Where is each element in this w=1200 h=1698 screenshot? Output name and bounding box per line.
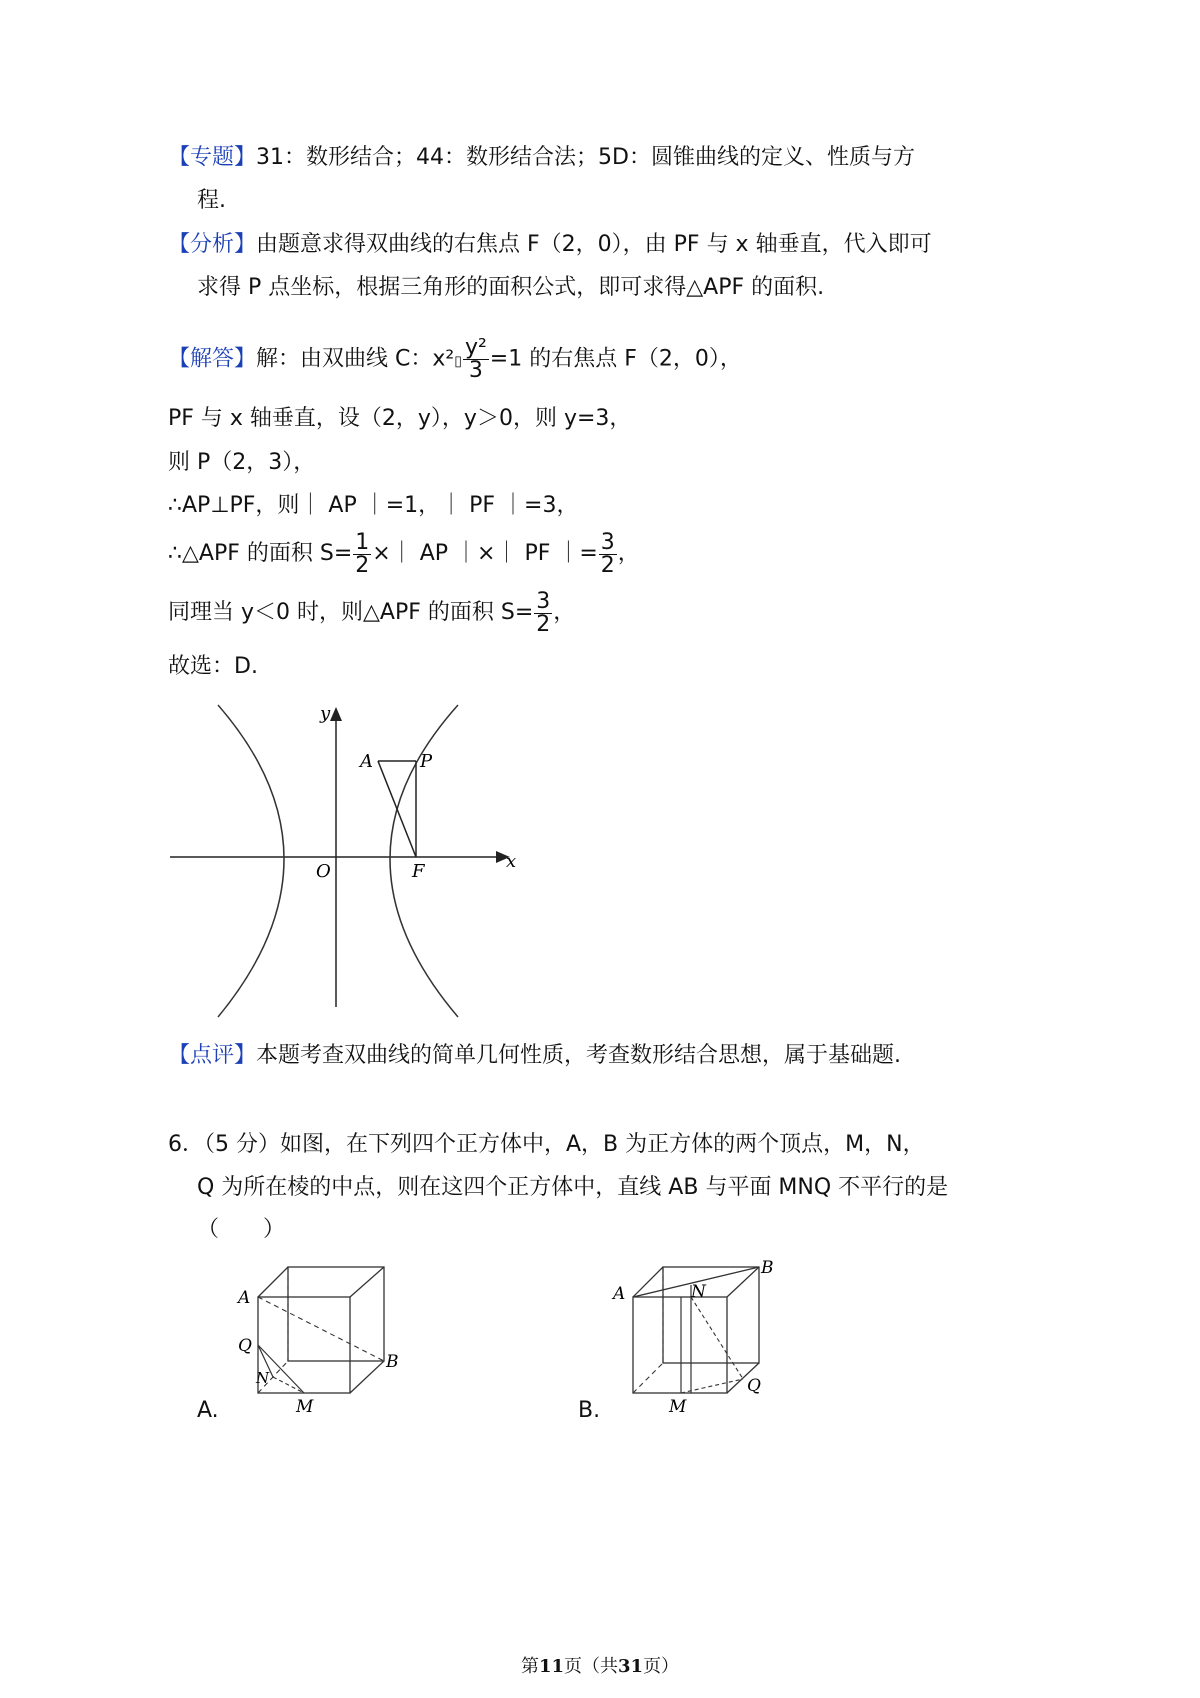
solution-tag: 【解答】 (168, 346, 257, 372)
cube-b-label-b: B (761, 1258, 774, 1278)
cube-b-edge (633, 1267, 663, 1297)
label-a: A (360, 751, 373, 772)
cube-a-edge (350, 1267, 384, 1297)
page-footer (0, 1652, 1200, 1678)
solution-line-1 (168, 337, 742, 384)
cube-b-label-n: N (691, 1282, 706, 1302)
fraction-3-over-2-b: $\frac{3}{2}$ (536, 588, 551, 637)
hyperbola-left-branch (218, 705, 284, 1017)
topic-tag: 【专题】 (168, 145, 257, 170)
option-b-label: B. (578, 1398, 601, 1423)
question6-line-3: （ ） (197, 1217, 286, 1242)
analysis-text-1: 由题意求得双曲线的右焦点 F（2，0），由 PF 与 x 轴垂直，代入即可 (256, 232, 932, 257)
cube-a-label-n: N (256, 1369, 270, 1387)
cube-b-edge (727, 1267, 759, 1297)
solution-line-6: 同理当 y＜0 时，则△APF 的面积 S= $\frac{3}{2}$ ， (168, 588, 576, 637)
solution-line-2: PF 与 x 轴垂直，设（2，y），y＞0，则 y=3， (168, 406, 632, 431)
cube-b-label-q: Q (747, 1376, 761, 1396)
solution-line-5: ∴△APF 的面积 S= $\frac{1}{2}$ ×｜ AP ｜×｜ PF ｜= $\frac{3}{2}$ ， (168, 529, 640, 578)
topic-text-1: 31：数形结合；44：数形结合法；5D：圆锥曲线的定义、性质与方 (256, 145, 915, 170)
question6-line-1: 6．（5 分）如图，在下列四个正方体中，A，B 为正方体的两个顶点，M，N， (168, 1132, 925, 1157)
label-o: O (316, 861, 331, 882)
analysis-tag: 【分析】 (168, 232, 257, 257)
topic-line-1 (168, 143, 915, 173)
comment-line (168, 1041, 901, 1071)
footer-middle: 页（共 (564, 1656, 618, 1677)
cube-b-label-a: A (613, 1284, 626, 1304)
footer-total-pages: 31 (618, 1656, 644, 1677)
footer-suffix: 页） (643, 1656, 680, 1677)
solution-text-1a: 解：由双曲线 C：x² (256, 346, 455, 372)
cube-b-back-face (663, 1267, 759, 1363)
solution-line-3: 则 P（2，3）， (168, 450, 316, 475)
label-y: y (320, 703, 331, 724)
question6-line-2: Q 为所在棱的中点，则在这四个正方体中，直线 AB 与平面 MNQ 不平行的是 (197, 1175, 949, 1200)
cube-a-label-b: B (386, 1352, 399, 1372)
cube-b-hidden-edge (633, 1363, 663, 1393)
fraction-1-over-2: $\frac{1}{2}$ (355, 529, 370, 578)
cube-a-figure (230, 1255, 410, 1420)
topic-line-2: 程. (197, 188, 226, 213)
cube-a-edge (258, 1267, 288, 1297)
cube-a-label-a: A (238, 1288, 251, 1308)
footer-prefix: 第 (520, 1656, 539, 1677)
solution-text-1b: =1 的右焦点 F（2，0）， (489, 346, 742, 372)
cube-a-label-q: Q (238, 1336, 252, 1356)
cube-b-segment-nq (691, 1297, 743, 1379)
analysis-line-2: 求得 P 点坐标，根据三角形的面积公式，即可求得△APF 的面积. (197, 275, 825, 300)
cube-a-segment-nm (273, 1377, 304, 1393)
missing-glyph: ▯ (454, 353, 462, 370)
cube-a-label-m: M (296, 1397, 314, 1417)
footer-page-number: 11 (538, 1656, 564, 1677)
label-f: F (412, 861, 425, 882)
analysis-line-1 (168, 230, 932, 260)
comment-text: 本题考查双曲线的简单几何性质，考查数形结合思想，属于基础题. (256, 1043, 902, 1068)
solution-line-4: ∴AP⊥PF，则｜ AP ｜=1，｜ PF ｜=3， (168, 493, 579, 518)
cube-b-label-m: M (669, 1397, 687, 1417)
fraction-3-over-2: $\frac{3}{2}$ (600, 529, 615, 578)
comment-tag: 【点评】 (168, 1043, 257, 1068)
label-x: x (506, 851, 517, 872)
cube-a-back-face (288, 1267, 384, 1361)
solution-line-7: 故选：D. (168, 654, 258, 679)
y-axis-arrow (330, 707, 342, 721)
cube-a-edge (350, 1361, 384, 1393)
fraction-y2-over-3: $\frac{\text{y²}}{3}$ (464, 335, 487, 383)
option-a-label: A. (197, 1398, 219, 1423)
label-p: P (420, 751, 433, 772)
hyperbola-figure (160, 695, 540, 1025)
cube-a-segment-ab (258, 1297, 384, 1361)
cube-b-figure (605, 1255, 795, 1420)
